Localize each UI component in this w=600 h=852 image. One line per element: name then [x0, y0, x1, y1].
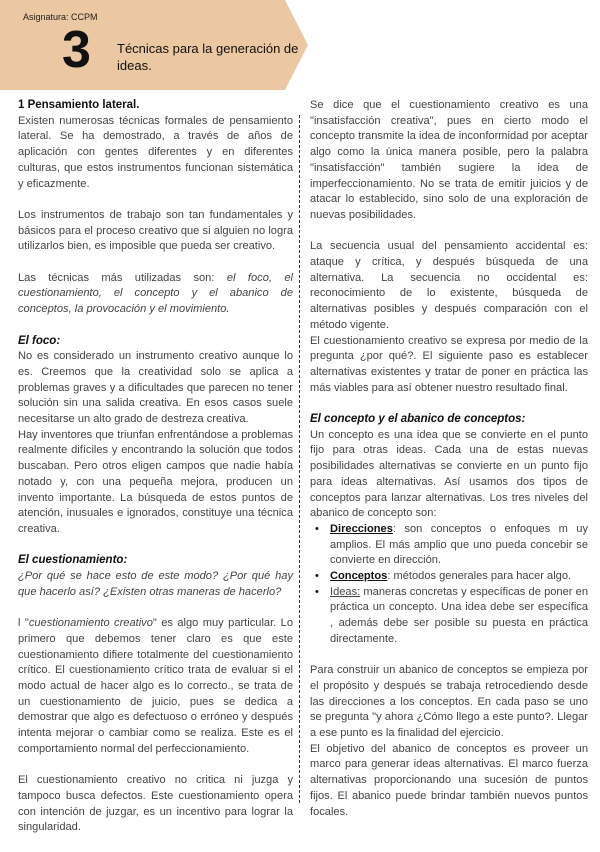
concept-levels-list — [328, 522, 588, 648]
list-item — [328, 585, 588, 648]
paragraph: Hay inventores que triunfan enfrentándose a problemas realmente difíciles y encontrando la solución que todos buscaban. Pero otros eligen campos que nadie había notado y, con una pequeña mejora, producen un invento importante. La búsqueda de estos puntos de atención, inusuales e ignorados, constituye una técnica creativa. — [18, 428, 293, 535]
paragraph: Existen numerosas técnicas formales de pensamiento lateral. Se ha demostrado, a través de años de aplicación con gentes diferentes y en diferentes culturas, que estos instrumentos funcionan sistemática y eficazmente. — [18, 114, 293, 190]
paragraph: Un concepto es una idea que se convierte en el punto fijo para otras ideas. Cada una de estas nuevas posibilidades alternativas se convierte en un punto fijo para ideas alternativas. Así usamos dos tipos de conceptos para lanzar alternativas. Los tres niveles del abanico de concepto son: — [310, 428, 588, 520]
chapter-title: Técnicas para la generación de ideas. — [117, 41, 299, 73]
term: Conceptos — [330, 570, 388, 583]
paragraph: El cuestionamiento creativo se expresa por medio de la pregunta ¿por qué?. El siguiente paso es establecer alternativas existentes y tratar de poner en práctica las más viables para así obtener nuestro resultado final. — [310, 334, 588, 394]
column-divider — [299, 115, 300, 803]
questions — [18, 569, 293, 600]
text: cuestionamiento creativo — [28, 617, 153, 630]
paragraph: El cuestionamiento creativo no critica ni juzga y tampoco busca defectos. Este cuestionamiento opera con intención de juzgar, es un incentivo para lograr la singularidad. — [18, 774, 293, 834]
paragraph: La secuencia usual del pensamiento accidental es: ataque y crítica, y después búsqueda de una alternativa. La secuencia no occidental es: reconocimiento de lo existente, búsqueda de alternativas posibles y después comparación con el método vigente. — [310, 240, 588, 331]
right-column — [310, 98, 588, 836]
paragraph: Los instrumentos de trabajo son tan fundamentales y básicos para el proceso creativo que si alguien no logra utilizarlos bien, es imposible que pueda ser creativo. — [18, 208, 293, 253]
subheading-concepto: El concepto y el abanico de conceptos: — [310, 413, 526, 426]
section-heading: 1 Pensamiento lateral. — [18, 99, 140, 111]
term: Ideas: — [330, 585, 361, 598]
definition: : son conceptos o enfoques m uy amplios. El más amplio que uno pueda concebir se convierte en dirección. — [330, 522, 588, 567]
paragraph: No es considerado un instrumento creativo aunque lo es. Creemos que la creatividad solo se aplica a problemas graves y a dificultades que parecen no tener solución sin una salida creativa. En esos casos suele necesitarse un alto grado de destreza creativa. — [18, 350, 293, 426]
definition: maneras concretas y específicas de poner en práctica un concepto. Una idea debe ser específica , además debe ser posible su puesta en práctica directamente. — [330, 585, 588, 645]
paragraph: Se dice que el cuestionamiento creativo es una "insatisfacción creativa", pues en cierto modo el concepto transmite la idea de inconformidad por aceptar algo como la única manera posible, pero la palabra "insatisfacción" también sugiere la idea de imperfeccionamiento. No se trata de emitir juicios y de atacar lo establecido, sino solo de una exploración de nuevas posibilidades. — [310, 99, 588, 221]
chapter-number: 3 — [62, 21, 91, 79]
left-column — [18, 98, 293, 852]
text: Las técnicas más utilizadas son: — [18, 271, 227, 284]
subheading-cuestionamiento: El cuestionamiento: — [18, 554, 128, 567]
text: l " — [18, 617, 29, 630]
paragraph — [18, 616, 293, 757]
questions-text: ¿Por qué se hace esto de este modo? ¿Por qué hay que hacerlo así? ¿Existen otras maneras de hacerlo? — [18, 570, 293, 598]
list-item — [328, 569, 588, 585]
paragraph: Para construir un abanico de conceptos se empieza por el propósito y después se trabaja retrocediendo desde las direcciones a los conceptos. En cada paso se uno se pregunta "y ahora ¿Cómo llego a este punto?. Llegar a ese punto es la finalidad del ejercicio. — [310, 664, 588, 740]
definition: : métodos generales para hacer algo. — [387, 570, 572, 583]
paragraph: El objetivo del abanico de conceptos es proveer un marco para generar ideas alternativas. El marco fuerza alternativas proporcionando una sucesión de puntos fijos. El abanico puede brindar también nuevos puntos focales. — [310, 742, 588, 818]
term: Direcciones — [330, 522, 393, 535]
list-item — [328, 522, 588, 569]
subject-label: Asignatura: CCPM — [23, 12, 98, 22]
paragraph — [18, 271, 293, 318]
subheading-foco: El foco: — [18, 334, 61, 347]
techniques-list: el foco, el cuestionamiento, el concepto y el abanico de conceptos, la provocación y el movimiento. — [18, 271, 294, 316]
text: " es algo muy particular. Lo primero que debemos tener claro es que este cuestionamiento difiere totalmente del cuestionamiento crítico. El cuestionamiento crítico trata de evaluar si el modo actual de hacer algo es lo correcto., se trata de un cuestionamiento de juicio, pues se dedica a demostrar que algo es defectuoso o erróneo y después intenta mejorar o cambiar como se realiza. Este es el comportamiento normal del perfeccionamiento. — [18, 617, 293, 755]
